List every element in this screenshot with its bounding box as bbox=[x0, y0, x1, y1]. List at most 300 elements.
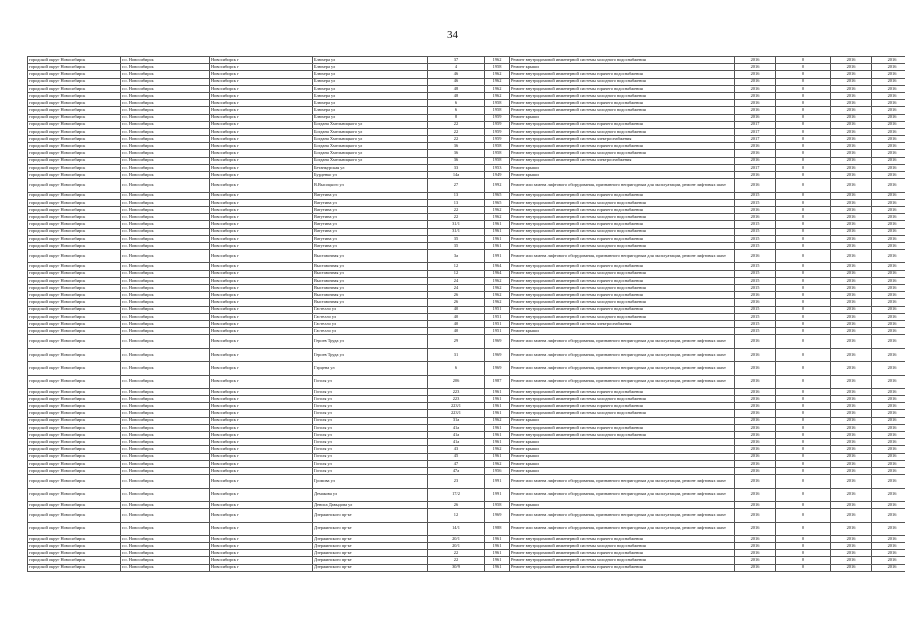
cell-work-type: Ремонт или замена лифтового оборудования, признанного непригодным для эксплуатации, ремонт лифтовых шахт bbox=[510, 335, 735, 348]
cell-start-year: 2016 bbox=[831, 221, 872, 228]
cell-build-year: 1958 bbox=[485, 150, 510, 157]
cell-end-year: 2016 bbox=[872, 453, 905, 460]
cell-house-number: 20/1 bbox=[428, 535, 485, 542]
cell-municipality: г.о. Новосибирск bbox=[121, 78, 210, 85]
cell-work-type: Ремонт крыши bbox=[510, 439, 735, 446]
cell-municipality: г.о. Новосибирск bbox=[121, 242, 210, 249]
cell-zero-value: 0 bbox=[776, 242, 831, 249]
cell-work-type: Ремонт крыши bbox=[510, 164, 735, 171]
cell-planned-year: 2016 bbox=[735, 543, 776, 550]
cell-city: Новосибирск г bbox=[210, 172, 313, 179]
table-row bbox=[28, 136, 905, 143]
cell-end-year: 2016 bbox=[872, 439, 905, 446]
cell-municipality: г.о. Новосибирск bbox=[121, 277, 210, 284]
cell-build-year: 1961 bbox=[485, 242, 510, 249]
cell-build-year: 1962 bbox=[485, 92, 510, 99]
cell-municipality: г.о. Новосибирск bbox=[121, 285, 210, 292]
cell-end-year: 2016 bbox=[872, 543, 905, 550]
cell-end-year: 2016 bbox=[872, 164, 905, 171]
cell-zero-value: 0 bbox=[776, 85, 831, 92]
cell-build-year: 1965 bbox=[485, 199, 510, 206]
cell-build-year: 1961 bbox=[485, 403, 510, 410]
cell-district: городской округ Новосибирск bbox=[28, 417, 121, 424]
cell-end-year: 2016 bbox=[872, 64, 905, 71]
cell-build-year: 1961 bbox=[485, 453, 510, 460]
cell-planned-year: 2016 bbox=[735, 335, 776, 348]
table-row bbox=[28, 78, 905, 85]
cell-build-year: 1958 bbox=[485, 143, 510, 150]
table-row bbox=[28, 128, 905, 135]
cell-end-year: 2016 bbox=[872, 446, 905, 453]
cell-district: городской округ Новосибирск bbox=[28, 550, 121, 557]
cell-street: Ватутина ул bbox=[313, 214, 428, 221]
table-row bbox=[28, 403, 905, 410]
cell-end-year: 2016 bbox=[872, 403, 905, 410]
page-number: 34 bbox=[447, 29, 458, 41]
cell-house-number: 206 bbox=[428, 375, 485, 388]
cell-municipality: г.о. Новосибирск bbox=[121, 535, 210, 542]
table-row bbox=[28, 306, 905, 313]
cell-end-year: 2016 bbox=[872, 270, 905, 277]
cell-work-type: Ремонт или замена лифтового оборудования, признанного непригодным для эксплуатации, ремонт лифтовых шахт bbox=[510, 509, 735, 522]
cell-work-type: Ремонт крыши bbox=[510, 453, 735, 460]
cell-work-type: Ремонт внутридомовой инженерной системы холодного водоснабжения bbox=[510, 214, 735, 221]
table-row bbox=[28, 228, 905, 235]
cell-street: Гоголя ул bbox=[313, 396, 428, 403]
cell-city: Новосибирск г bbox=[210, 306, 313, 313]
cell-planned-year: 2016 bbox=[735, 299, 776, 306]
cell-start-year: 2016 bbox=[831, 228, 872, 235]
cell-municipality: г.о. Новосибирск bbox=[121, 564, 210, 571]
cell-build-year: 1969 bbox=[485, 348, 510, 361]
cell-district: городской округ Новосибирск bbox=[28, 157, 121, 164]
cell-house-number: 48 bbox=[428, 85, 485, 92]
table-row bbox=[28, 509, 905, 522]
cell-start-year: 2016 bbox=[831, 403, 872, 410]
cell-municipality: г.о. Новосибирск bbox=[121, 206, 210, 213]
cell-district: городской округ Новосибирск bbox=[28, 348, 121, 361]
cell-work-type: Ремонт или замена лифтового оборудования, признанного непригодным для эксплуатации, ремонт лифтовых шахт bbox=[510, 250, 735, 263]
cell-zero-value: 0 bbox=[776, 228, 831, 235]
cell-planned-year: 2017 bbox=[735, 128, 776, 135]
cell-zero-value: 0 bbox=[776, 270, 831, 277]
cell-municipality: г.о. Новосибирск bbox=[121, 235, 210, 242]
cell-zero-value: 0 bbox=[776, 199, 831, 206]
cell-zero-value: 0 bbox=[776, 488, 831, 501]
cell-start-year: 2016 bbox=[831, 522, 872, 535]
cell-house-number: 223 bbox=[428, 388, 485, 395]
cell-zero-value: 0 bbox=[776, 557, 831, 564]
cell-planned-year: 2016 bbox=[735, 172, 776, 179]
cell-work-type: Ремонт или замена лифтового оборудования, признанного непригодным для эксплуатации, ремонт лифтовых шахт bbox=[510, 488, 735, 501]
cell-work-type: Ремонт внутридомовой инженерной системы холодного водоснабжения bbox=[510, 270, 735, 277]
cell-street: Ватутина ул bbox=[313, 199, 428, 206]
cell-district: городской округ Новосибирск bbox=[28, 446, 121, 453]
register-body bbox=[28, 57, 905, 572]
cell-work-type: Ремонт внутридомовой инженерной системы горячего водоснабжения bbox=[510, 192, 735, 199]
cell-planned-year: 2016 bbox=[735, 501, 776, 508]
cell-city: Новосибирск г bbox=[210, 285, 313, 292]
cell-build-year: 1961 bbox=[485, 543, 510, 550]
cell-street: Гоголя ул bbox=[313, 410, 428, 417]
cell-municipality: г.о. Новосибирск bbox=[121, 157, 210, 164]
cell-end-year: 2016 bbox=[872, 78, 905, 85]
cell-city: Новосибирск г bbox=[210, 410, 313, 417]
cell-municipality: г.о. Новосибирск bbox=[121, 299, 210, 306]
cell-municipality: г.о. Новосибирск bbox=[121, 114, 210, 121]
cell-end-year: 2016 bbox=[872, 550, 905, 557]
cell-end-year: 2016 bbox=[872, 488, 905, 501]
cell-district: городской округ Новосибирск bbox=[28, 263, 121, 270]
cell-city: Новосибирск г bbox=[210, 250, 313, 263]
cell-street: Бурденко ул bbox=[313, 172, 428, 179]
cell-street: Ватутина ул bbox=[313, 235, 428, 242]
cell-house-number: 33 bbox=[428, 164, 485, 171]
cell-build-year: 1961 bbox=[485, 396, 510, 403]
cell-work-type: Ремонт внутридомовой инженерной системы холодного водоснабжения bbox=[510, 107, 735, 114]
cell-planned-year: 2015 bbox=[735, 320, 776, 327]
cell-end-year: 2016 bbox=[872, 557, 905, 564]
cell-end-year: 2016 bbox=[872, 57, 905, 64]
cell-planned-year: 2016 bbox=[735, 292, 776, 299]
cell-build-year: 1961 bbox=[485, 550, 510, 557]
cell-street: Выставочная ул bbox=[313, 285, 428, 292]
cell-build-year: 1962 bbox=[485, 85, 510, 92]
cell-build-year: 1961 bbox=[485, 424, 510, 431]
cell-end-year: 2016 bbox=[872, 375, 905, 388]
cell-house-number: 40 bbox=[428, 328, 485, 335]
table-row bbox=[28, 157, 905, 164]
cell-district: городской округ Новосибирск bbox=[28, 388, 121, 395]
cell-district: городской округ Новосибирск bbox=[28, 277, 121, 284]
cell-planned-year: 2015 bbox=[735, 221, 776, 228]
cell-start-year: 2016 bbox=[831, 85, 872, 92]
table-row bbox=[28, 335, 905, 348]
cell-street: Гоголя ул bbox=[313, 446, 428, 453]
cell-district: городской округ Новосибирск bbox=[28, 557, 121, 564]
cell-zero-value: 0 bbox=[776, 292, 831, 299]
cell-street: Блюхера ул bbox=[313, 114, 428, 121]
cell-work-type: Ремонт или замена лифтового оборудования, признанного непригодным для эксплуатации, ремонт лифтовых шахт bbox=[510, 475, 735, 488]
cell-street: Ватутина ул bbox=[313, 192, 428, 199]
table-row bbox=[28, 410, 905, 417]
table-row bbox=[28, 214, 905, 221]
cell-end-year: 2016 bbox=[872, 348, 905, 361]
cell-zero-value: 0 bbox=[776, 136, 831, 143]
cell-city: Новосибирск г bbox=[210, 143, 313, 150]
cell-street: Героев Труда ул bbox=[313, 348, 428, 361]
cell-house-number: 41а bbox=[428, 439, 485, 446]
cell-municipality: г.о. Новосибирск bbox=[121, 509, 210, 522]
cell-work-type: Ремонт внутридомовой инженерной системы холодного водоснабжения bbox=[510, 285, 735, 292]
cell-planned-year: 2016 bbox=[735, 424, 776, 431]
cell-city: Новосибирск г bbox=[210, 396, 313, 403]
cell-planned-year: 2016 bbox=[735, 410, 776, 417]
cell-street: Гастелло ул bbox=[313, 313, 428, 320]
cell-build-year: 1958 bbox=[485, 157, 510, 164]
cell-city: Новосибирск г bbox=[210, 320, 313, 327]
cell-city: Новосибирск г bbox=[210, 417, 313, 424]
cell-zero-value: 0 bbox=[776, 410, 831, 417]
cell-district: городской округ Новосибирск bbox=[28, 71, 121, 78]
table-row bbox=[28, 299, 905, 306]
cell-work-type: Ремонт крыши bbox=[510, 446, 735, 453]
cell-build-year: 1962 bbox=[485, 206, 510, 213]
cell-planned-year: 2017 bbox=[735, 136, 776, 143]
cell-start-year: 2016 bbox=[831, 417, 872, 424]
cell-municipality: г.о. Новосибирск bbox=[121, 172, 210, 179]
cell-city: Новосибирск г bbox=[210, 467, 313, 474]
cell-start-year: 2016 bbox=[831, 172, 872, 179]
cell-zero-value: 0 bbox=[776, 250, 831, 263]
cell-start-year: 2016 bbox=[831, 270, 872, 277]
cell-planned-year: 2015 bbox=[735, 313, 776, 320]
cell-house-number: 36 bbox=[428, 150, 485, 157]
cell-house-number: 223 bbox=[428, 396, 485, 403]
cell-end-year: 2016 bbox=[872, 475, 905, 488]
cell-build-year: 1962 bbox=[485, 78, 510, 85]
cell-planned-year: 2016 bbox=[735, 475, 776, 488]
cell-zero-value: 0 bbox=[776, 417, 831, 424]
cell-house-number: 40 bbox=[428, 306, 485, 313]
cell-municipality: г.о. Новосибирск bbox=[121, 221, 210, 228]
cell-planned-year: 2015 bbox=[735, 270, 776, 277]
table-row bbox=[28, 92, 905, 99]
cell-start-year: 2016 bbox=[831, 313, 872, 320]
cell-start-year: 2016 bbox=[831, 143, 872, 150]
cell-planned-year: 2016 bbox=[735, 550, 776, 557]
table-row bbox=[28, 424, 905, 431]
cell-street: Гастелло ул bbox=[313, 328, 428, 335]
cell-municipality: г.о. Новосибирск bbox=[121, 128, 210, 135]
cell-municipality: г.о. Новосибирск bbox=[121, 320, 210, 327]
cell-district: городской округ Новосибирск bbox=[28, 192, 121, 199]
cell-zero-value: 0 bbox=[776, 439, 831, 446]
table-row bbox=[28, 432, 905, 439]
cell-street: В.Высоцкого ул bbox=[313, 179, 428, 192]
cell-end-year: 2016 bbox=[872, 292, 905, 299]
cell-street: Богдана Хмельницкого ул bbox=[313, 121, 428, 128]
cell-end-year: 2016 bbox=[872, 564, 905, 571]
cell-start-year: 2016 bbox=[831, 410, 872, 417]
cell-build-year: 1961 bbox=[485, 235, 510, 242]
cell-build-year: 1959 bbox=[485, 136, 510, 143]
cell-house-number: 4 bbox=[428, 64, 485, 71]
cell-start-year: 2016 bbox=[831, 335, 872, 348]
cell-city: Новосибирск г bbox=[210, 335, 313, 348]
cell-end-year: 2016 bbox=[872, 362, 905, 375]
cell-end-year: 2016 bbox=[872, 143, 905, 150]
cell-planned-year: 2017 bbox=[735, 121, 776, 128]
cell-build-year: 1958 bbox=[485, 107, 510, 114]
cell-start-year: 2016 bbox=[831, 100, 872, 107]
cell-zero-value: 0 bbox=[776, 150, 831, 157]
cell-house-number: 40 bbox=[428, 313, 485, 320]
cell-planned-year: 2016 bbox=[735, 417, 776, 424]
cell-planned-year: 2015 bbox=[735, 285, 776, 292]
cell-zero-value: 0 bbox=[776, 143, 831, 150]
cell-house-number: 3а bbox=[428, 250, 485, 263]
cell-build-year: 1961 bbox=[485, 535, 510, 542]
cell-street: Блюхера ул bbox=[313, 92, 428, 99]
cell-house-number: 12 bbox=[428, 263, 485, 270]
cell-municipality: г.о. Новосибирск bbox=[121, 92, 210, 99]
table-row bbox=[28, 150, 905, 157]
cell-end-year: 2016 bbox=[872, 306, 905, 313]
cell-work-type: Ремонт внутридомовой инженерной системы холодного водоснабжения bbox=[510, 199, 735, 206]
cell-street: Выставочная ул bbox=[313, 263, 428, 270]
cell-end-year: 2016 bbox=[872, 214, 905, 221]
cell-end-year: 2016 bbox=[872, 277, 905, 284]
table-row bbox=[28, 362, 905, 375]
cell-house-number: 6 bbox=[428, 100, 485, 107]
cell-municipality: г.о. Новосибирск bbox=[121, 417, 210, 424]
cell-work-type: Ремонт внутридомовой инженерной системы холодного водоснабжения bbox=[510, 557, 735, 564]
cell-start-year: 2016 bbox=[831, 543, 872, 550]
table-row bbox=[28, 453, 905, 460]
cell-zero-value: 0 bbox=[776, 453, 831, 460]
cell-start-year: 2016 bbox=[831, 214, 872, 221]
cell-municipality: г.о. Новосибирск bbox=[121, 432, 210, 439]
cell-zero-value: 0 bbox=[776, 543, 831, 550]
table-row bbox=[28, 71, 905, 78]
cell-street: Гэрцена ул bbox=[313, 362, 428, 375]
cell-zero-value: 0 bbox=[776, 192, 831, 199]
cell-municipality: г.о. Новосибирск bbox=[121, 335, 210, 348]
cell-zero-value: 0 bbox=[776, 432, 831, 439]
cell-work-type: Ремонт внутридомовой инженерной системы горячего водоснабжения bbox=[510, 424, 735, 431]
cell-street: Выставочная ул bbox=[313, 270, 428, 277]
cell-end-year: 2016 bbox=[872, 71, 905, 78]
table-row bbox=[28, 285, 905, 292]
cell-house-number: 26 bbox=[428, 501, 485, 508]
cell-house-number: 22 bbox=[428, 206, 485, 213]
cell-city: Новосибирск г bbox=[210, 235, 313, 242]
cell-end-year: 2016 bbox=[872, 121, 905, 128]
cell-end-year: 2016 bbox=[872, 328, 905, 335]
cell-district: городской округ Новосибирск bbox=[28, 150, 121, 157]
cell-build-year: 1959 bbox=[485, 121, 510, 128]
cell-street: Гоголя ул bbox=[313, 375, 428, 388]
cell-house-number: 31 bbox=[428, 348, 485, 361]
cell-house-number: 36 bbox=[428, 157, 485, 164]
cell-work-type: Ремонт крыши bbox=[510, 172, 735, 179]
cell-municipality: г.о. Новосибирск bbox=[121, 136, 210, 143]
cell-city: Новосибирск г bbox=[210, 199, 313, 206]
cell-municipality: г.о. Новосибирск bbox=[121, 410, 210, 417]
cell-district: городской округ Новосибирск bbox=[28, 439, 121, 446]
cell-street: Дзержинского пр-кт bbox=[313, 564, 428, 571]
cell-work-type: Ремонт внутридомовой инженерной системы горячего водоснабжения bbox=[510, 235, 735, 242]
table-row bbox=[28, 550, 905, 557]
cell-start-year: 2016 bbox=[831, 557, 872, 564]
cell-street: Бетанкурская ул bbox=[313, 164, 428, 171]
cell-zero-value: 0 bbox=[776, 92, 831, 99]
cell-municipality: г.о. Новосибирск bbox=[121, 263, 210, 270]
cell-municipality: г.о. Новосибирск bbox=[121, 488, 210, 501]
cell-city: Новосибирск г bbox=[210, 362, 313, 375]
cell-end-year: 2016 bbox=[872, 424, 905, 431]
cell-end-year: 2016 bbox=[872, 172, 905, 179]
table-row bbox=[28, 375, 905, 388]
table-row bbox=[28, 475, 905, 488]
cell-end-year: 2016 bbox=[872, 100, 905, 107]
cell-end-year: 2016 bbox=[872, 242, 905, 249]
cell-planned-year: 2016 bbox=[735, 535, 776, 542]
cell-build-year: 1991 bbox=[485, 250, 510, 263]
cell-city: Новосибирск г bbox=[210, 85, 313, 92]
cell-district: городской округ Новосибирск bbox=[28, 335, 121, 348]
cell-municipality: г.о. Новосибирск bbox=[121, 522, 210, 535]
cell-city: Новосибирск г bbox=[210, 557, 313, 564]
cell-district: городской округ Новосибирск bbox=[28, 64, 121, 71]
cell-street: Громова ул bbox=[313, 475, 428, 488]
cell-city: Новосибирск г bbox=[210, 509, 313, 522]
cell-planned-year: 2016 bbox=[735, 460, 776, 467]
cell-city: Новосибирск г bbox=[210, 550, 313, 557]
cell-build-year: 1959 bbox=[485, 128, 510, 135]
cell-street: Богдана Хмельницкого ул bbox=[313, 143, 428, 150]
cell-municipality: г.о. Новосибирск bbox=[121, 460, 210, 467]
cell-planned-year: 2016 bbox=[735, 64, 776, 71]
cell-planned-year: 2016 bbox=[735, 179, 776, 192]
cell-house-number: 14/1 bbox=[428, 522, 485, 535]
cell-city: Новосибирск г bbox=[210, 522, 313, 535]
cell-planned-year: 2016 bbox=[735, 564, 776, 571]
cell-build-year: 1962 bbox=[485, 277, 510, 284]
cell-zero-value: 0 bbox=[776, 335, 831, 348]
cell-district: городской округ Новосибирск bbox=[28, 128, 121, 135]
cell-house-number: 22 bbox=[428, 121, 485, 128]
cell-build-year: 1969 bbox=[485, 509, 510, 522]
table-row bbox=[28, 557, 905, 564]
cell-city: Новосибирск г bbox=[210, 206, 313, 213]
cell-zero-value: 0 bbox=[776, 100, 831, 107]
cell-end-year: 2016 bbox=[872, 388, 905, 395]
table-row bbox=[28, 164, 905, 171]
table-row bbox=[28, 121, 905, 128]
cell-build-year: 1992 bbox=[485, 179, 510, 192]
cell-zero-value: 0 bbox=[776, 328, 831, 335]
cell-municipality: г.о. Новосибирск bbox=[121, 292, 210, 299]
cell-municipality: г.о. Новосибирск bbox=[121, 192, 210, 199]
cell-build-year: 1962 bbox=[485, 460, 510, 467]
table-row bbox=[28, 172, 905, 179]
cell-end-year: 2016 bbox=[872, 263, 905, 270]
cell-zero-value: 0 bbox=[776, 362, 831, 375]
cell-district: городской округ Новосибирск bbox=[28, 100, 121, 107]
cell-planned-year: 2015 bbox=[735, 192, 776, 199]
cell-house-number: 24 bbox=[428, 285, 485, 292]
cell-street: Ватутина ул bbox=[313, 228, 428, 235]
cell-zero-value: 0 bbox=[776, 285, 831, 292]
cell-district: городской округ Новосибирск bbox=[28, 121, 121, 128]
repair-register-table bbox=[27, 56, 905, 572]
cell-municipality: г.о. Новосибирск bbox=[121, 475, 210, 488]
cell-build-year: 1951 bbox=[485, 313, 510, 320]
cell-planned-year: 2016 bbox=[735, 362, 776, 375]
cell-municipality: г.о. Новосибирск bbox=[121, 121, 210, 128]
cell-municipality: г.о. Новосибирск bbox=[121, 306, 210, 313]
cell-planned-year: 2016 bbox=[735, 157, 776, 164]
cell-street: Блюхера ул bbox=[313, 78, 428, 85]
cell-end-year: 2016 bbox=[872, 299, 905, 306]
cell-district: городской округ Новосибирск bbox=[28, 172, 121, 179]
cell-municipality: г.о. Новосибирск bbox=[121, 313, 210, 320]
cell-planned-year: 2016 bbox=[735, 214, 776, 221]
cell-city: Новосибирск г bbox=[210, 543, 313, 550]
cell-build-year: 1949 bbox=[485, 172, 510, 179]
